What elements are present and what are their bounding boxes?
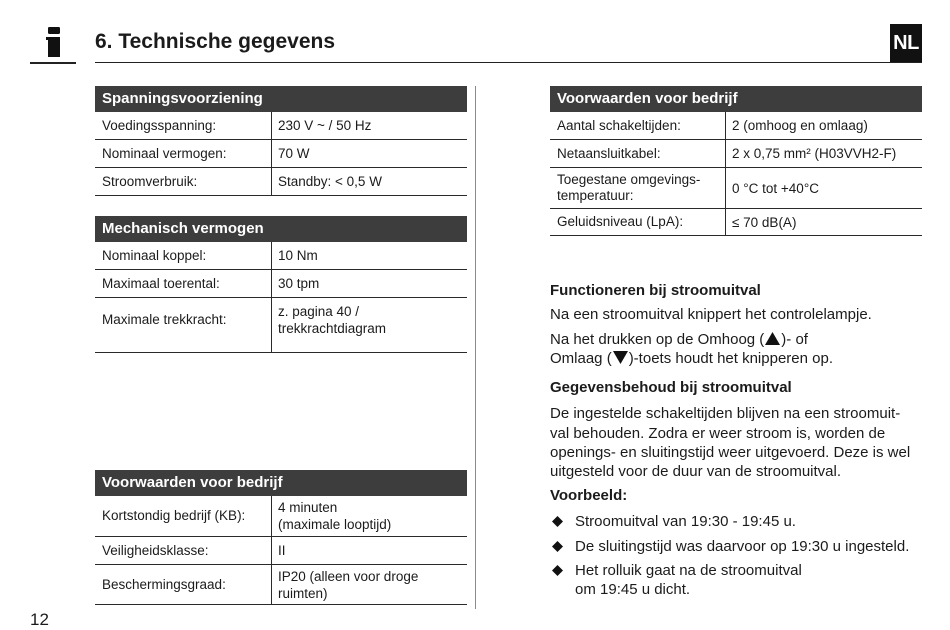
example-heading: Voorbeeld: bbox=[550, 487, 628, 504]
table-cell-value: II bbox=[271, 537, 467, 564]
language-badge: NL bbox=[890, 24, 922, 62]
table-row bbox=[95, 168, 467, 196]
table-cell-label: Kortstondig bedrijf (KB): bbox=[102, 508, 246, 523]
power-failure-text: Na een stroomuitval knippert het controlelampje. bbox=[550, 306, 872, 323]
table-cell-label: Maximaal toerental: bbox=[102, 275, 220, 291]
table-row bbox=[95, 242, 467, 270]
table-cell-label: Beschermingsgraad: bbox=[102, 576, 226, 592]
table-cell-value: 0 °C tot +40°C bbox=[725, 168, 922, 208]
text-fragment: )- of bbox=[781, 331, 808, 348]
table-cell-label: Aantal schakeltijden: bbox=[557, 117, 681, 133]
paragraph-line: De ingestelde schakeltijden blijven na een stroomuit- bbox=[550, 405, 901, 422]
table-cell-label: Stroomverbruik: bbox=[102, 173, 198, 189]
table-row bbox=[95, 537, 467, 565]
table-row bbox=[95, 298, 467, 353]
paragraph-line: val behouden. Zodra er weer stroom is, worden de bbox=[550, 424, 886, 442]
table-row bbox=[95, 112, 467, 140]
list-item: Stroomuitval van 19:30 - 19:45 u. bbox=[575, 512, 796, 530]
title-rule bbox=[95, 62, 922, 63]
table-cell-label: Veiligheidsklasse: bbox=[102, 542, 209, 558]
icon-underline bbox=[30, 62, 76, 64]
table-row bbox=[95, 565, 467, 605]
table-cell-label: Voedingsspanning: bbox=[102, 117, 217, 133]
mechanical-table bbox=[95, 216, 467, 353]
table-header: Voorwaarden voor bedrijf bbox=[550, 86, 922, 112]
data-retention-heading: Gegevensbehoud bij stroomuitval bbox=[550, 379, 792, 396]
table-cell-value: Standby: < 0,5 W bbox=[271, 168, 467, 195]
table-cell-label: Toegestane omgevings- temperatuur: bbox=[557, 172, 701, 203]
table-row bbox=[550, 168, 922, 209]
list-item: Het rolluik gaat na de stroomuitval om 19:45 u dicht. bbox=[575, 561, 802, 598]
table-cell-label: Netaansluitkabel: bbox=[557, 145, 661, 161]
power-supply-table bbox=[95, 86, 467, 196]
table-cell-value: 230 V ~ / 50 Hz bbox=[271, 112, 467, 139]
table-cell-value: z. pagina 40 / trekkrachtdiagram bbox=[271, 298, 467, 352]
power-failure-text bbox=[550, 349, 833, 368]
table-cell-value: 2 (omhoog en omlaag) bbox=[725, 112, 922, 139]
power-failure-heading: Functioneren bij stroomuitval bbox=[550, 282, 761, 299]
text-fragment: Na het drukken op de Omhoog ( bbox=[550, 331, 765, 348]
table-cell-value: 70 W bbox=[271, 140, 467, 167]
text-fragment: )-toets houdt het knipperen op. bbox=[628, 350, 833, 367]
page-title: 6. Technische gegevens bbox=[95, 30, 336, 53]
table-cell-label: Geluidsniveau (LpA): bbox=[557, 214, 684, 229]
paragraph-line: openings- en sluitingstijd weer uitgevoerd. Deze is wel bbox=[550, 444, 911, 461]
table-cell-label: Nominaal koppel: bbox=[102, 247, 207, 263]
table-cell-label: Maximale trekkracht: bbox=[102, 312, 227, 327]
info-icon bbox=[45, 27, 63, 58]
table-row bbox=[550, 112, 922, 140]
column-divider bbox=[475, 86, 476, 609]
table-cell-label: Nominaal vermogen: bbox=[102, 145, 227, 161]
operating-conditions-table-left bbox=[95, 470, 467, 605]
table-header: Mechanisch vermogen bbox=[95, 216, 467, 242]
table-cell-value: ≤ 70 dB(A) bbox=[725, 209, 922, 235]
triangle-down-icon bbox=[613, 351, 628, 364]
table-cell-value: 2 x 0,75 mm² (H03VVH2-F) bbox=[725, 140, 922, 167]
table-header: Voorwaarden voor bedrijf bbox=[95, 470, 467, 496]
table-row bbox=[550, 140, 922, 168]
page-number: 12 bbox=[30, 610, 49, 629]
table-cell-value: 10 Nm bbox=[271, 242, 467, 269]
diamond-bullet-icon bbox=[552, 565, 563, 576]
paragraph-line: uitgesteld voor de duur van de stroomuitval. bbox=[550, 463, 841, 480]
table-row bbox=[95, 140, 467, 168]
diamond-bullet-icon bbox=[552, 516, 563, 527]
table-row bbox=[95, 270, 467, 298]
diamond-bullet-icon bbox=[552, 541, 563, 552]
table-header: Spanningsvoorziening bbox=[95, 86, 467, 112]
table-row bbox=[95, 496, 467, 537]
text-fragment: Omlaag ( bbox=[550, 350, 612, 367]
table-cell-value: IP20 (alleen voor droge ruimten) bbox=[271, 565, 467, 604]
table-row bbox=[550, 209, 922, 236]
power-failure-text bbox=[550, 330, 808, 349]
list-item: De sluitingstijd was daarvoor op 19:30 u ingesteld. bbox=[575, 537, 910, 555]
table-cell-value: 4 minuten (maximale looptijd) bbox=[271, 496, 467, 536]
table-cell-value: 30 tpm bbox=[271, 270, 467, 297]
triangle-up-icon bbox=[765, 332, 780, 345]
operating-conditions-table-right bbox=[550, 86, 922, 236]
